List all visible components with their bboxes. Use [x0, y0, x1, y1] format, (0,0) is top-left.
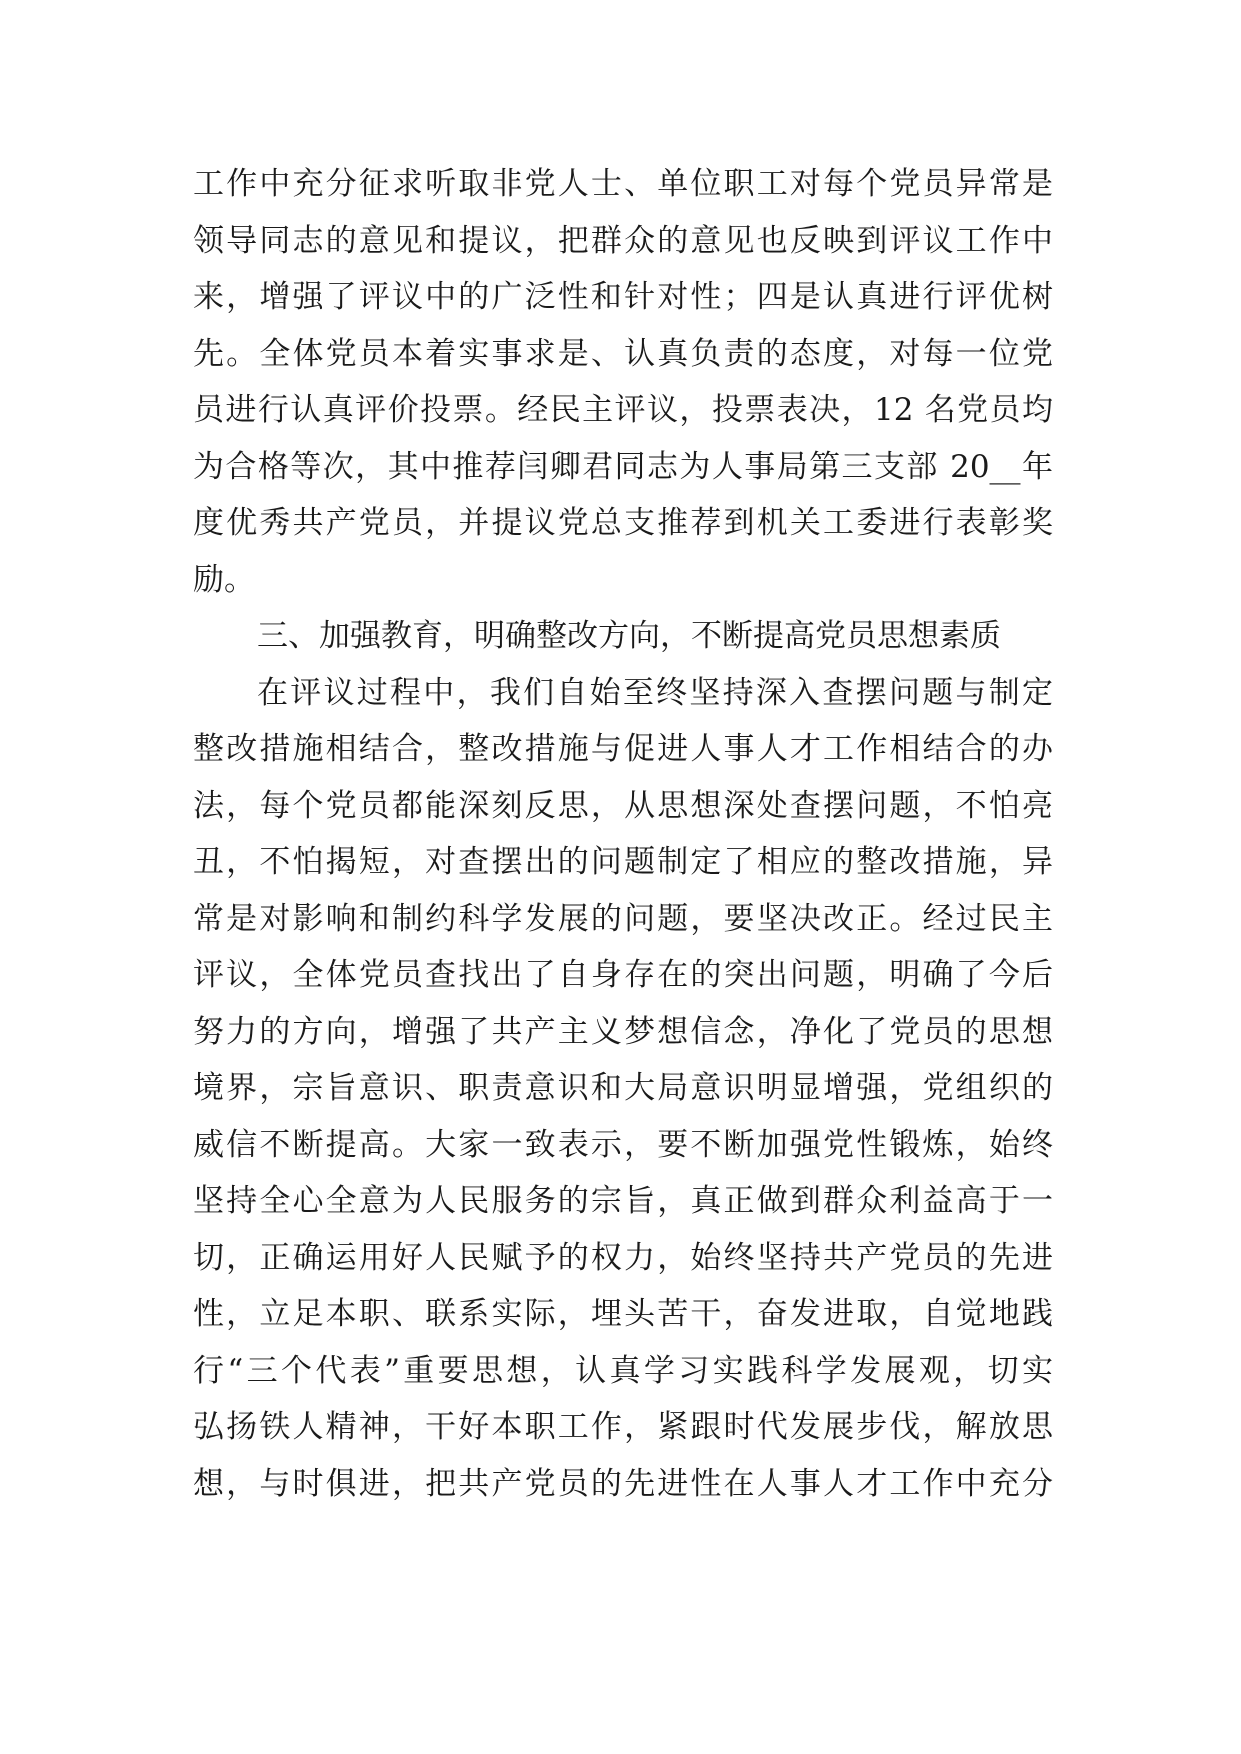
paragraph-1	[193, 156, 1053, 608]
text-line: 境界，宗旨意识、职责意识和大局意识明显增强，党组织的	[193, 1070, 1053, 1106]
document-body	[193, 156, 1053, 1512]
text-line: 努力的方向，增强了共产主义梦想信念，净化了党员的思想	[193, 1013, 1053, 1050]
text-line: 员进行认真评价投票。经民主评议，投票表决，12 名党员均	[193, 392, 1053, 428]
text-line: 丑，不怕揭短，对查摆出的问题制定了相应的整改措施，异	[193, 844, 1053, 880]
text-line: 度优秀共产党员，并提议党总支推荐到机关工委进行表彰奖	[193, 505, 1053, 541]
text-line: 为合格等次，其中推荐闫卿君同志为人事局第三支部 20__年	[193, 448, 1053, 485]
text-line: 整改措施相结合，整改措施与促进人事人才工作相结合的办	[193, 731, 1053, 767]
text-line: 威信不断提高。大家一致表示，要不断加强党性锻炼，始终	[193, 1126, 1053, 1163]
text-line: 性，立足本职、联系实际，埋头苦干，奋发进取，自觉地践	[193, 1296, 1053, 1332]
text-line: 领导同志的意见和提议，把群众的意见也反映到评议工作中	[193, 222, 1053, 259]
text-line: 行“三个代表”重要思想，认真学习实践科学发展观，切实	[193, 1352, 1053, 1389]
section-heading	[193, 608, 1053, 665]
text-line: 来，增强了评议中的广泛性和针对性；四是认真进行评优树	[193, 279, 1053, 315]
paragraph-2	[193, 665, 1053, 1513]
text-line: 坚持全心全意为人民服务的宗旨，真正做到群众利益高于一	[193, 1183, 1053, 1219]
text-line: 想，与时俱进，把共产党员的先进性在人事人才工作中充分	[193, 1465, 1053, 1502]
text-line: 常是对影响和制约科学发展的问题，要坚决改正。经过民主	[193, 900, 1053, 937]
text-line: 励。	[193, 561, 255, 598]
section-heading-text: 三、加强教育，明确整改方向，不断提高党员思想素质	[257, 618, 1001, 654]
text-line: 切，正确运用好人民赋予的权力，始终坚持共产党员的先进	[193, 1239, 1053, 1276]
text-line: 在评议过程中，我们自始至终坚持深入查摆问题与制定	[257, 674, 1053, 711]
text-line: 评议，全体党员查找出了自身存在的突出问题，明确了今后	[193, 957, 1053, 993]
text-line: 法，每个党员都能深刻反思，从思想深处查摆问题，不怕亮	[193, 787, 1053, 824]
text-line: 工作中充分征求听取非党人士、单位职工对每个党员异常是	[193, 166, 1053, 202]
text-line: 先。全体党员本着实事求是、认真负责的态度，对每一位党	[193, 335, 1053, 372]
text-line: 弘扬铁人精神，干好本职工作，紧跟时代发展步伐，解放思	[193, 1409, 1053, 1445]
